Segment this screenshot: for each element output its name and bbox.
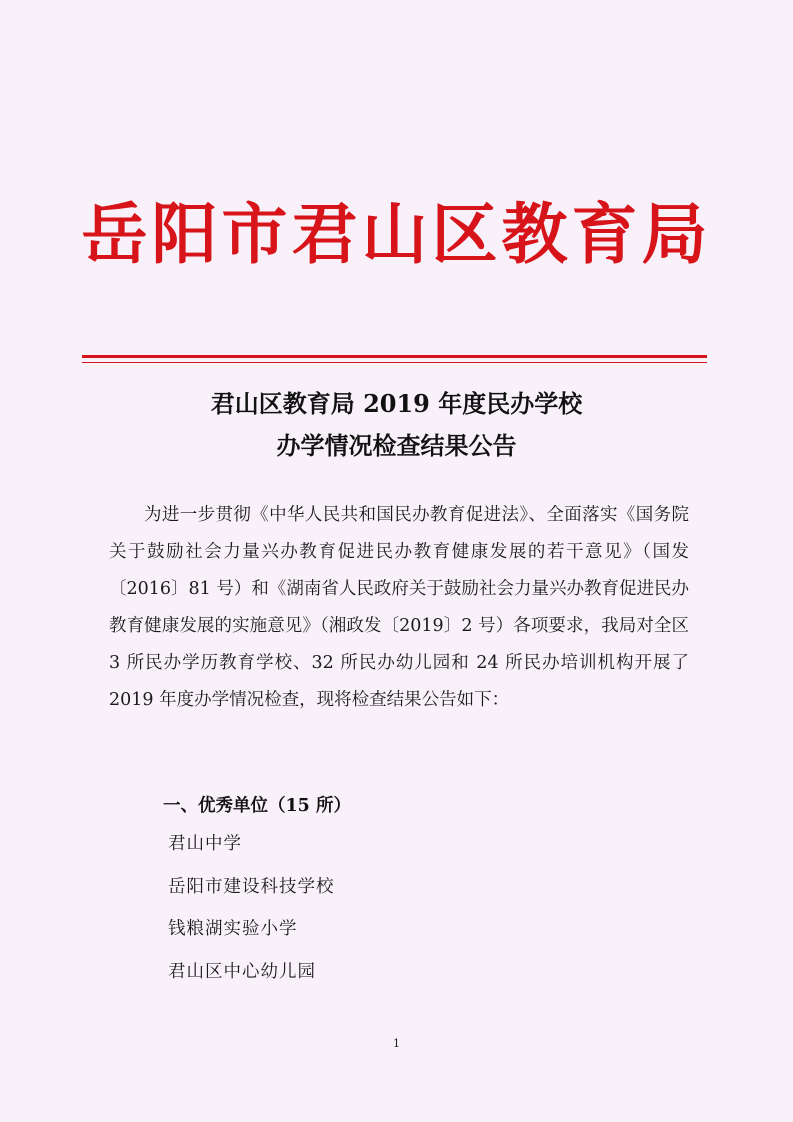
issuing-authority-header: 岳阳市君山区教育局 bbox=[81, 196, 712, 273]
list-item: 君山中学 bbox=[168, 834, 242, 854]
intro-paragraph: 为进一步贯彻《中华人民共和国民办教育促进法》、全面落实《国务院关于鼓励社会力量兴办教育促进民办教育健康发展的若干意见》（国发〔2016〕81 号）和《湖南省人民政府关于鼓励社会力量兴办教育促进民办教育健康发展的实施意见》（湘政发〔2019〕2 号）各项要求，我局对全区 3 所民办学历教育学校、32 所民办幼儿园和 24 所民办培训机构开展了 2019 年度办学情况检查，现将检查结果公告如下： bbox=[109, 505, 689, 710]
section-heading-excellent: 一、优秀单位（15 所） bbox=[163, 796, 351, 816]
page-number: 1 bbox=[393, 1037, 400, 1050]
document-title-line-1: 君山区教育局 2019 年度民办学校 bbox=[210, 389, 583, 418]
list-item: 钱粮湖实验小学 bbox=[168, 919, 298, 939]
list-item: 君山区中心幼儿园 bbox=[168, 962, 316, 982]
header-red-rule-thin bbox=[82, 362, 707, 363]
list-item: 岳阳市建设科技学校 bbox=[168, 877, 335, 897]
document-title-line-2: 办学情况检查结果公告 bbox=[276, 431, 517, 460]
header-red-rule-thick bbox=[82, 355, 707, 358]
